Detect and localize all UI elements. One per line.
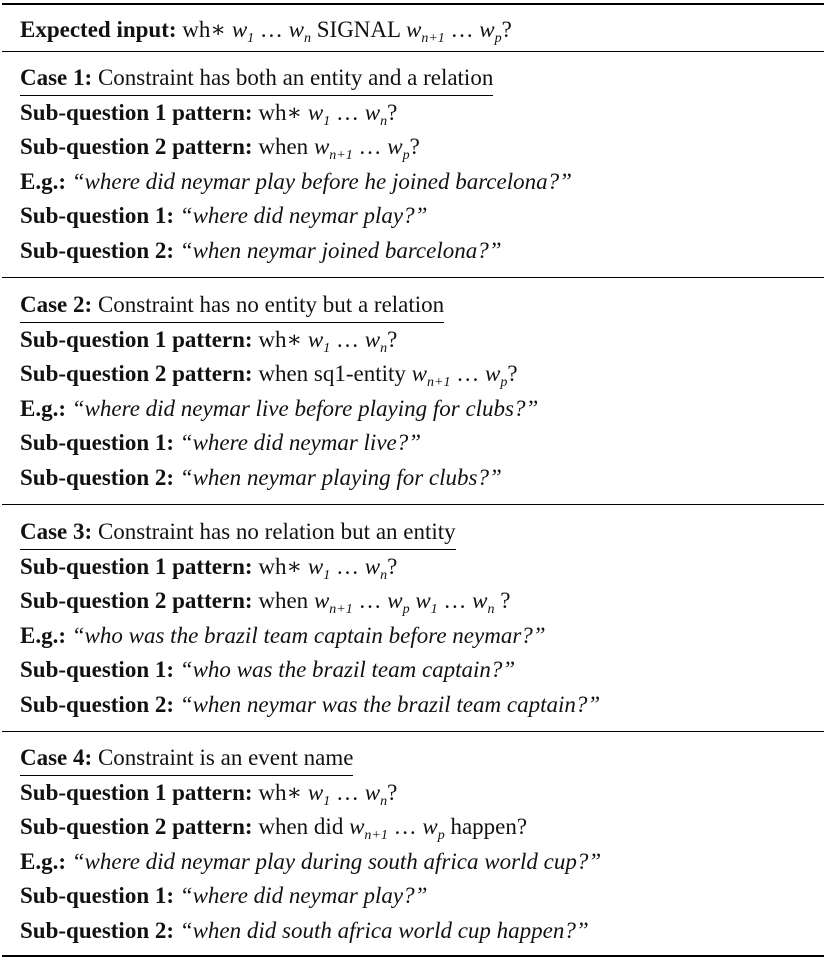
- sub-question-2-row: [20, 237, 502, 265]
- wildcard-symbol: ∗: [286, 326, 303, 352]
- case-title: [20, 64, 493, 96]
- wh-token: wh: [258, 779, 287, 805]
- pattern-suffix: ?: [500, 588, 511, 613]
- sub-question-2-label: Sub-question 2:: [20, 691, 175, 717]
- sub-question-1-pattern-row: [20, 326, 397, 354]
- ellipsis: …: [335, 99, 359, 125]
- sub-question-1-label: Sub-question 1:: [20, 883, 175, 908]
- word-var: w: [307, 553, 324, 579]
- table-top-rule: [2, 3, 824, 5]
- sub-question-1-pattern-label: Sub-question 1 pattern:: [20, 779, 253, 805]
- case-title: [20, 291, 444, 323]
- wh-token: wh: [258, 326, 287, 352]
- ellipsis: …: [335, 553, 359, 579]
- sub-question-2-label: Sub-question 2:: [20, 237, 175, 263]
- sub-question-1-text: “who was the brazil team captain?”: [179, 657, 516, 682]
- wh-token: wh: [182, 17, 211, 42]
- example-question: “where did neymar play during south africa world cup?”: [71, 848, 602, 874]
- sub-question-2-text: “when neymar was the brazil team captain?”: [179, 691, 601, 717]
- ellipsis: …: [456, 361, 480, 386]
- sub-question-1-pattern-row: [20, 553, 397, 581]
- case-label: Case 2:: [20, 292, 93, 317]
- wildcard-symbol: ∗: [286, 779, 303, 805]
- wh-token: wh: [258, 553, 287, 579]
- case-label: Case 4:: [20, 745, 93, 770]
- subscript: n: [380, 793, 388, 809]
- expected-input-label: Expected input:: [20, 17, 177, 42]
- sub-question-1-row: [20, 882, 427, 910]
- example-row: [20, 622, 546, 650]
- sub-question-2-text: “when neymar playing for clubs?”: [179, 464, 502, 490]
- subscript: 1: [323, 113, 331, 129]
- ellipsis: …: [393, 814, 417, 839]
- subscript: n: [304, 31, 311, 46]
- sub-question-2-label: Sub-question 2:: [20, 464, 175, 490]
- pattern-prefix: when did: [258, 814, 344, 839]
- subscript: p: [494, 31, 502, 46]
- ellipsis: …: [358, 588, 382, 613]
- sub-question-2-label: Sub-question 2:: [20, 917, 175, 943]
- word-var: w: [364, 553, 381, 579]
- pattern-suffix: ?: [409, 134, 420, 159]
- example-row: [20, 395, 538, 423]
- subscript: 1: [323, 793, 331, 809]
- case-title-row: [20, 518, 456, 550]
- example-question: “where did neymar play before he joined barcelona?”: [71, 168, 572, 194]
- pattern-prefix: when: [258, 134, 309, 159]
- case-title-row: [20, 64, 493, 96]
- case-description: Constraint has no entity but a relation: [97, 292, 445, 317]
- subscript: 1: [323, 340, 331, 356]
- wildcard-symbol: ∗: [286, 553, 303, 579]
- question-mark: ?: [501, 17, 512, 42]
- sub-question-2-pattern-row: [20, 587, 510, 615]
- example-label: E.g.:: [20, 168, 66, 194]
- question-mark: ?: [387, 326, 398, 352]
- sub-question-1-row: [20, 429, 421, 457]
- sub-question-1-row: [20, 202, 427, 230]
- word-var: w: [307, 326, 324, 352]
- word-var: w: [422, 814, 438, 839]
- case-title-row: [20, 744, 353, 776]
- subscript: 1: [323, 567, 331, 583]
- example-question: “who was the brazil team captain before neymar?”: [71, 622, 546, 648]
- word-var: w: [313, 134, 330, 159]
- sub-question-2-pattern-label: Sub-question 2 pattern:: [20, 134, 253, 159]
- ellipsis: …: [335, 326, 359, 352]
- word-var: w: [364, 99, 381, 125]
- sub-question-1-label: Sub-question 1:: [20, 203, 175, 228]
- sub-question-2-text: “when did south africa world cup happen?”: [179, 917, 589, 943]
- subscript: n: [380, 567, 388, 583]
- sub-question-1-pattern-row: [20, 779, 397, 807]
- word-var: w: [307, 99, 324, 125]
- example-label: E.g.:: [20, 395, 66, 421]
- question-mark: ?: [387, 553, 398, 579]
- subscript: p: [402, 602, 410, 617]
- table-bottom-rule: [2, 955, 824, 957]
- sub-question-2-row: [20, 464, 502, 492]
- case-title: [20, 744, 353, 776]
- pattern-suffix: happen?: [450, 814, 528, 839]
- sub-question-1-pattern-label: Sub-question 1 pattern:: [20, 553, 253, 579]
- sub-question-1-text: “where did neymar play?”: [179, 203, 428, 228]
- subscript: n+1: [329, 148, 353, 163]
- example-label: E.g.:: [20, 622, 66, 648]
- sub-question-1-text: “where did neymar play?”: [179, 883, 428, 908]
- ellipsis: …: [335, 779, 359, 805]
- ellipsis: …: [443, 588, 467, 613]
- sub-question-2-pattern-row: [20, 813, 527, 841]
- sub-question-1-label: Sub-question 1:: [20, 430, 175, 455]
- word-var: w: [349, 814, 365, 839]
- pattern-suffix: ?: [507, 361, 518, 386]
- subscript: n: [380, 113, 388, 129]
- expected-input-row: [20, 16, 512, 44]
- sub-question-1-pattern-row: [20, 99, 397, 127]
- pattern-prefix: when: [258, 588, 309, 613]
- ellipsis: …: [450, 17, 474, 42]
- word-var: w: [415, 588, 431, 613]
- question-mark: ?: [387, 99, 398, 125]
- example-question: “where did neymar live before playing for clubs?”: [71, 395, 539, 421]
- sub-question-2-row: [20, 917, 589, 945]
- word-var: w: [479, 17, 495, 42]
- sub-question-2-row: [20, 691, 600, 719]
- ellipsis: …: [259, 17, 283, 42]
- sub-question-1-pattern-label: Sub-question 1 pattern:: [20, 99, 253, 125]
- word-var: w: [307, 779, 324, 805]
- word-var: w: [387, 134, 403, 159]
- sub-question-2-pattern-label: Sub-question 2 pattern:: [20, 361, 253, 386]
- subscript: p: [500, 375, 508, 390]
- case-label: Case 3:: [20, 519, 93, 544]
- wh-token: wh: [258, 99, 287, 125]
- sub-question-2-pattern-label: Sub-question 2 pattern:: [20, 588, 253, 613]
- subscript: n+1: [364, 828, 388, 843]
- divider-rule: [2, 51, 824, 52]
- sub-question-2-pattern-label: Sub-question 2 pattern:: [20, 814, 253, 839]
- divider-rule: [2, 504, 824, 505]
- word-var: w: [364, 779, 381, 805]
- word-var: w: [484, 361, 501, 386]
- word-var: w: [313, 588, 330, 613]
- subscript: p: [437, 828, 445, 843]
- sub-question-1-text: “where did neymar live?”: [179, 430, 422, 455]
- example-row: [20, 848, 601, 876]
- word-var: w: [231, 17, 248, 42]
- subscript: 1: [247, 31, 255, 46]
- word-var: w: [405, 17, 422, 42]
- word-var: w: [472, 588, 488, 613]
- divider-rule: [2, 277, 824, 278]
- pattern-prefix: when sq1-entity: [258, 361, 406, 386]
- case-description: Constraint has no relation but an entity: [97, 519, 456, 544]
- question-mark: ?: [387, 779, 398, 805]
- ellipsis: …: [358, 134, 382, 159]
- wildcard-symbol: ∗: [210, 17, 227, 42]
- subscript: n+1: [329, 602, 353, 617]
- case-label: Case 1:: [20, 65, 93, 90]
- wildcard-symbol: ∗: [286, 99, 303, 125]
- subscript: n+1: [427, 375, 451, 390]
- divider-rule: [2, 731, 824, 732]
- case-description: Constraint is an event name: [97, 745, 354, 770]
- word-var: w: [411, 361, 428, 386]
- sub-question-1-pattern-label: Sub-question 1 pattern:: [20, 326, 253, 352]
- example-label: E.g.:: [20, 848, 66, 874]
- subscript: 1: [430, 602, 438, 617]
- subscript: p: [402, 148, 410, 163]
- word-var: w: [288, 17, 304, 42]
- sub-question-2-pattern-row: [20, 360, 518, 388]
- sub-question-2-pattern-row: [20, 133, 420, 161]
- case-title-row: [20, 291, 444, 323]
- signal-token: SIGNAL: [316, 17, 401, 42]
- subscript: n: [380, 340, 388, 356]
- case-title: [20, 518, 456, 550]
- case-description: Constraint has both an entity and a relation: [97, 65, 494, 90]
- subscript: n+1: [421, 31, 445, 46]
- sub-question-1-row: [20, 656, 515, 684]
- sub-question-2-text: “when neymar joined barcelona?”: [179, 237, 502, 263]
- subscript: n: [487, 602, 495, 617]
- sub-question-1-label: Sub-question 1:: [20, 657, 175, 682]
- word-var: w: [387, 588, 403, 613]
- word-var: w: [364, 326, 381, 352]
- example-row: [20, 168, 572, 196]
